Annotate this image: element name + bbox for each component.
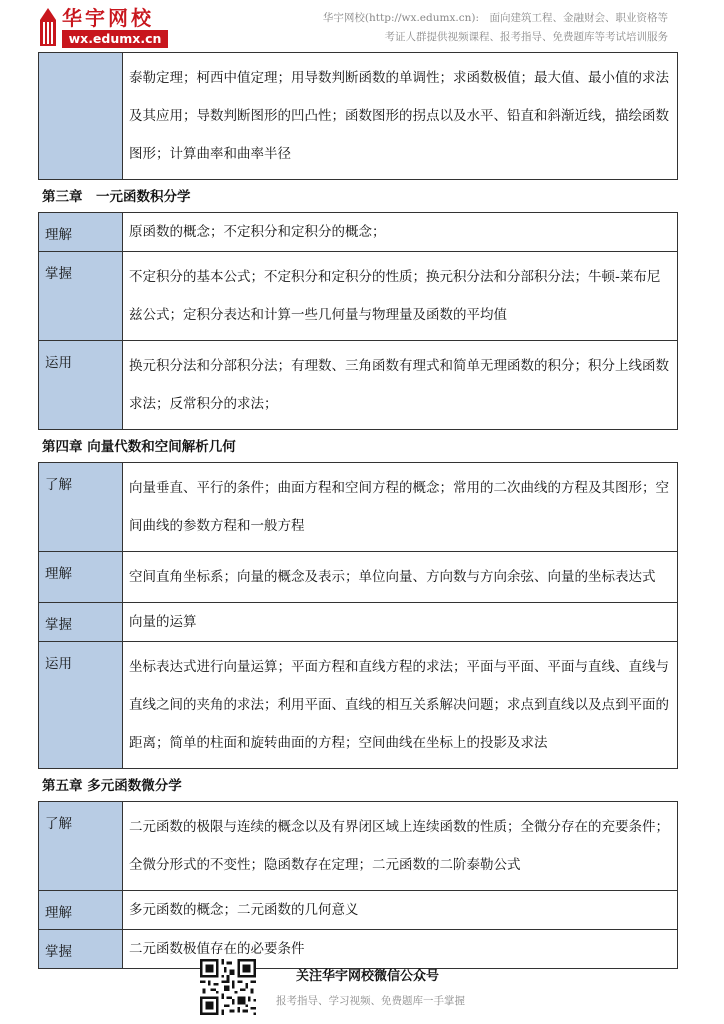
table-row (39, 642, 678, 769)
description-cell: 二元函数的极限与连续的概念以及有界闭区域上连续函数的性质；全微分存在的充要条件；全微分形式的不变性；隐函数存在定理；二元函数的二阶泰勒公式 (123, 802, 678, 891)
chapter-3-table (38, 212, 678, 430)
description-cell: 向量的运算 (123, 603, 678, 642)
wechat-qr-code-icon[interactable] (200, 959, 256, 1015)
table-row (39, 341, 678, 430)
description-cell: 向量垂直、平行的条件；曲面方程和空间方程的概念；常用的二次曲线的方程及其图形；空间曲线的参数方程和一般方程 (123, 463, 678, 552)
header-tagline-2: 考证人群提供视频课程、报考指导、免费题库等考试培训服务 (384, 31, 668, 43)
chapter-title: 第四章 向量代数和空间解析几何 (42, 439, 236, 455)
category-cell: 了解 (39, 802, 123, 891)
table-row (39, 603, 678, 642)
chapter-5-table (38, 801, 678, 969)
category-cell: 理解 (39, 213, 123, 252)
category-cell: 掌握 (39, 252, 123, 341)
logo-chinese-name: 华宇网校 (62, 6, 154, 30)
description-cell: 不定积分的基本公式；不定积分和定积分的性质；换元积分法和分部积分法；牛顿-莱布尼兹公式；定积分表达和计算一些几何量与物理量及函数的平均值 (123, 252, 678, 341)
table-row (39, 891, 678, 930)
category-cell: 了解 (39, 463, 123, 552)
description-cell: 空间直角坐标系；向量的概念及表示；单位向量、方向数与方向余弦、向量的坐标表达式 (123, 552, 678, 603)
description-cell: 换元积分法和分部积分法；有理数、三角函数有理式和简单无理函数的积分；积分上线函数求法；反常积分的求法； (123, 341, 678, 430)
table-row (39, 53, 678, 180)
syllabus-content (38, 52, 678, 969)
category-cell: 运用 (39, 642, 123, 769)
description-cell: 原函数的概念；不定积分和定积分的概念； (123, 213, 678, 252)
chapter-title: 第五章 多元函数微分学 (42, 778, 182, 794)
chapter-title: 第三章 一元函数积分学 (42, 189, 191, 205)
pencil-icon (34, 6, 62, 48)
category-cell: 理解 (39, 552, 123, 603)
description-cell: 泰勒定理；柯西中值定理；用导数判断函数的单调性；求函数极值；最大值、最小值的求法及其应用；导数判断图形的凹凸性；函数图形的拐点以及水平、铅直和斜渐近线，描绘函数图形；计算曲率和曲率半径 (123, 53, 678, 180)
description-cell: 多元函数的概念；二元函数的几何意义 (123, 891, 678, 930)
category-cell: 运用 (39, 341, 123, 430)
category-cell: 理解 (39, 891, 123, 930)
description-cell: 坐标表达式进行向量运算；平面方程和直线方程的求法；平面与平面、平面与直线、直线与直线之间的夹角的求法；利用平面、直线的相互关系解决问题；求点到直线以及点到平面的距离；简单的柱面和旋转曲面的方程；空间曲线在坐标上的投影及求法 (123, 642, 678, 769)
header-tagline-1: 华宇网校(http://wx.edumx.cn): 面向建筑工程、金融财会、职业资格等 (322, 12, 668, 24)
page-footer (0, 955, 724, 1015)
table-row (39, 213, 678, 252)
chapter-4-table (38, 462, 678, 769)
footer-title: 关注华宇网校微信公众号 (296, 969, 440, 984)
category-cell: 掌握 (39, 930, 123, 969)
description-cell: 二元函数极值存在的必要条件 (123, 930, 678, 969)
table-row (39, 463, 678, 552)
logo-url: wx.edumx.cn (62, 30, 168, 48)
page-header (0, 0, 724, 52)
continuation-table (38, 52, 678, 180)
category-cell: 掌握 (39, 603, 123, 642)
huayu-logo[interactable] (34, 6, 168, 48)
category-cell (39, 53, 123, 180)
table-row (39, 552, 678, 603)
table-row (39, 252, 678, 341)
table-row (39, 802, 678, 891)
footer-subtitle: 报考指导、学习视频、免费题库一手掌握 (276, 995, 465, 1007)
